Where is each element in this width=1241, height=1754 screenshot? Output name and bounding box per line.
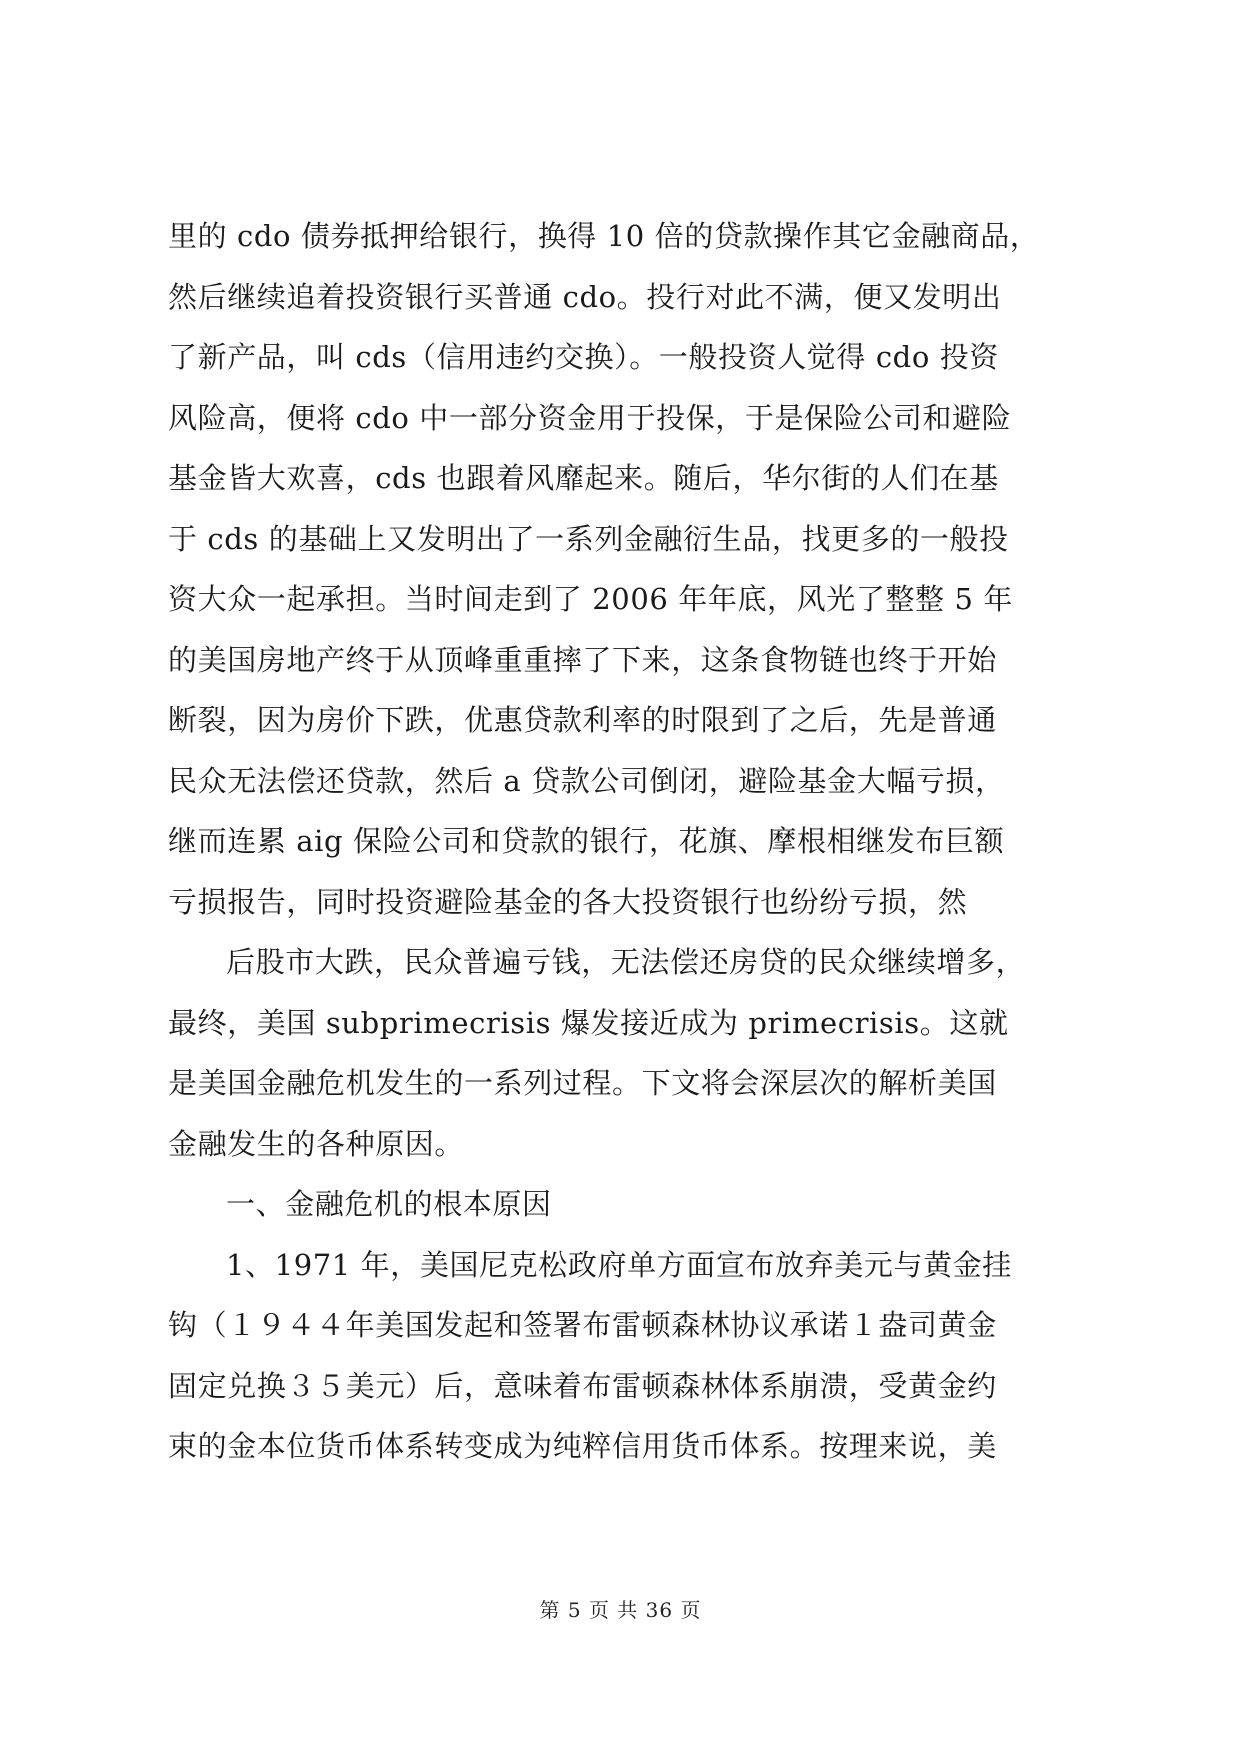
text-line: 1、1971 年，美国尼克松政府单方面宣布放弃美元与黄金挂 <box>226 1247 1012 1282</box>
text-line: 最终，美国 subprimecrisis 爆发接近成为 primecrisis。这就 <box>168 1005 1009 1040</box>
text-line: 亏损报告，同时投资避险基金的各大投资银行也纷纷亏损，然 <box>168 884 968 919</box>
text-line: 固定兑换３５美元）后，意味着布雷顿森林体系崩溃，受黄金约 <box>168 1368 997 1403</box>
text-line: 束的金本位货币体系转变成为纯粹信用货币体系。按理来说，美 <box>168 1429 997 1463</box>
text-line: 了新产品，叫 cds（信用违约交换）。一般投资人觉得 cdo 投资 <box>168 340 999 374</box>
text-line: 是美国金融危机发生的一系列过程。下文将会深层次的解析美国 <box>168 1066 997 1100</box>
page-footer: 第 5 页 共 36 页 <box>539 1598 702 1622</box>
text-line: 继而连累 aig 保险公司和贷款的银行，花旗、摩根相继发布巨额 <box>168 824 1005 858</box>
text-line: 风险高，便将 cdo 中一部分资金用于投保，于是保险公司和避险 <box>168 400 1012 435</box>
text-line: 断裂，因为房价下跌，优惠贷款利率的时限到了之后，先是普通 <box>168 703 997 737</box>
text-line: 后股市大跌，民众普遍亏钱，无法偿还房贷的民众继续增多， <box>226 945 1026 979</box>
text-line: 于 cds 的基础上又发明出了一系列金融衍生品，找更多的一般投 <box>168 521 1009 556</box>
paragraph <box>168 1235 1078 1477</box>
text-line: 一、金融危机的根本原因 <box>226 1187 552 1221</box>
paragraph <box>168 1174 1078 1235</box>
text-line: 的美国房地产终于从顶峰重重摔了下来，这条食物链也终于开始 <box>168 642 997 677</box>
document-body <box>168 206 1078 1477</box>
text-line: 资大众一起承担。当时间走到了 2006 年年底，风光了整整 5 年 <box>168 582 1013 616</box>
paragraph <box>168 206 1078 932</box>
text-line: 金融发生的各种原因。 <box>168 1126 465 1161</box>
text-line: 钩（１９４４年美国发起和签署布雷顿森林协议承诺１盎司黄金 <box>168 1308 997 1342</box>
text-line: 然后继续追着投资银行买普通 cdo。投行对此不满，便又发明出 <box>168 279 1002 314</box>
text-line: 民众无法偿还贷款，然后 a 贷款公司倒闭，避险基金大幅亏损， <box>168 763 1005 798</box>
paragraph <box>168 932 1078 1174</box>
text-line: 基金皆大欢喜，cds 也跟着风靡起来。随后，华尔街的人们在基 <box>168 461 999 495</box>
text-line: 里的 cdo 债券抵押给银行，换得 10 倍的贷款操作其它金融商品， <box>168 219 1040 253</box>
